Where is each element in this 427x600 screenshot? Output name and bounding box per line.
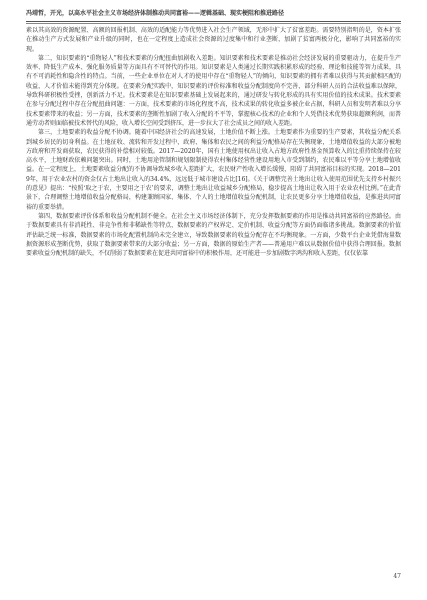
running-header: 冯靖哲，开光，以高水平社会主义市场经济体制推动共同富裕——逻辑基础、现实梗阻和推进路径: [26, 10, 285, 17]
header-rule-thin: [26, 23, 401, 24]
header-rule: [26, 21, 401, 22]
page-number: 47: [393, 573, 401, 580]
paragraph-data-factor: 第四，数据要素评价体系和收益分配机制不健全。在社会主义市场经济体制下，充分发挥数据要素的作用是推动共同富裕的应然路径。由于数据要素具有非消耗性、非竞争性和非稀缺性等特点，数据要素的产权界定、定价机制、收益分配等方面仍面临诸多挑战。数据要素的价值评估缺乏统一标准，数据要素的市场化配置机制尚未完全建立，导致数据要素的收益分配存在不均衡现象。一方面，少数平台企业凭借海量数据资源形成垄断优势，获取了数据要素带来的大部分收益；另一方面，数据的原始生产者——普通用户难以从数据价值中获得合理回报。数据要素收益分配机制的缺失，不仅削弱了数据要素在促进共同富裕中的积极作用，还可能进一步加剧数字鸿沟和收入差距，仅仅依靠: [26, 212, 401, 258]
paragraph-knowledge-technology: 第二，知识要素的“重物轻人”和技术要素的分配扭曲加剧收入差距。知识要素和技术要素是推动社会经济发展的重要驱动力，在提升生产效率、降低生产成本、强化服务质量等方面具有不可替代的作用。知识要素是人类通过长期实践积累形成的经验、理论和技能等智力成果，具有不可消耗性和隐含性的特点。当前，一些企业单位在对人才的使用中存在“重物轻人”的倾向，知识要素的拥有者难以获得与其贡献相匹配的收益，人才价值未能得到充分体现。在要素分配实践中，知识要素的评价标准和收益分配制度尚不完善，部分科研人员的合法收益难以保障，导致科研积极性受挫，创新活力不足。技术要素是在知识要素基础上发展起来的，通过研发与转化形成的具有实用价值的技术成果。技术要素在参与分配过程中存在分配扭曲问题：一方面，技术要素的市场化程度不高，技术成果的转化收益多被企业占据，科研人员和发明者难以分享技术要素带来的收益；另一方面，技术要素的垄断性加剧了收入分配的不平等，掌握核心技术的企业和个人凭借技术优势获取超额利润，而普通劳动者则面临被技术替代的风险，收入增长空间受到挤压，进一步拉大了社会成员之间的收入差距。: [26, 54, 401, 127]
paragraph-continued: 素以其高效的资源配置、高额的回报机制、高效的适配能力等优势进入社会生产领域，无形中扩大了贫富差距。需要特别指明的是，资本扩张在推动生产方式发展和产业升级的同时，也在一定程度上造成社会资源的过度集中和行业垄断，加剧了贫富两极分化，影响了共同富裕的实现。: [26, 27, 401, 53]
paragraph-land: 第三，土地要素的收益分配不协调。随着中国经济社会的高速发展，土地价值不断上涨。土地要素作为重要的生产要素，其收益分配关系到城乡居民的切身利益。在土地征收、流转和开发过程中，政府、集体和农民之间的利益分配格局存在失衡现象，土地增值收益的大部分被地方政府和开发商获取，农民获得的补偿相对较低。2017—2020年，国有土地使用权出让收入占地方政府性基金预算收入的比重持续保持在较高水平，土地财政依赖问题突出。同时，土地用途管制和规划限制使得农村集体经营性建设用地入市受到制约，农民难以平等分享土地增值收益。在一定程度上，土地要素收益分配的不协调导致城乡收入差距扩大，农民财产性收入增长缓慢，阻碍了共同富裕目标的实现。2018—2019年，用于农业农村的资金仅占土地出让收入的34.4%，远远低于城市建设占比[16]。《关于调整完善土地出让收入使用范围优先支持乡村振兴的意见》提出：“按照‘取之于农，主要用之于农’的要求，调整土地出让收益城乡分配格局，稳步提高土地出让收入用于农业农村比例。”在此背景下，合理调整土地增值收益分配格局，构建兼顾国家、集体、个人的土地增值收益分配机制，让农民更多分享土地增值收益，是推进共同富裕的重要举措。: [26, 129, 401, 211]
body-text: [26, 26, 401, 258]
